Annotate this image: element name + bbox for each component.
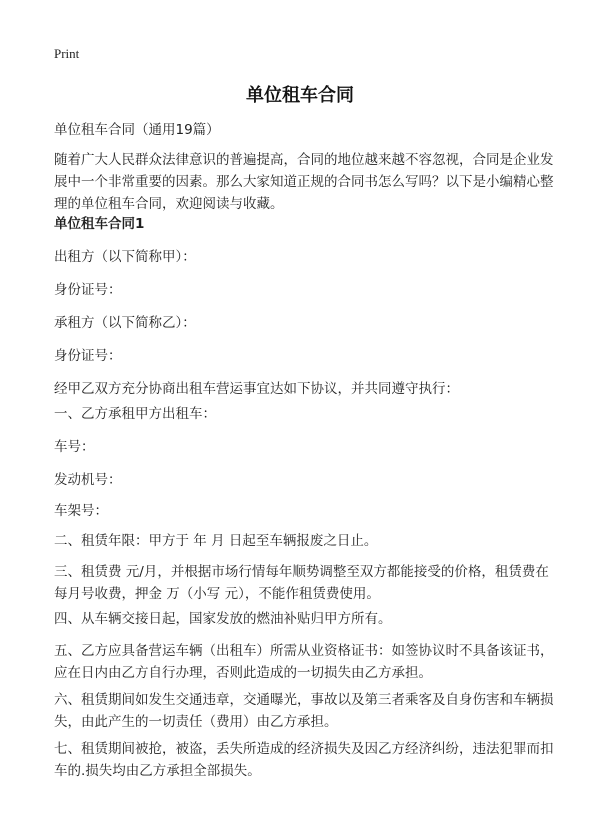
clause-1: 一、乙方承租甲方出租车： bbox=[54, 406, 216, 422]
lessor-id-line: 身份证号： bbox=[54, 282, 122, 298]
engine-number-line: 发动机号： bbox=[54, 472, 122, 488]
clause-6: 六、租赁期间如发生交通违章，交通曝光，事故以及第三者乘客及自身伤害和车辆损失，由此产生的一切责任（费用）由乙方承担。 bbox=[54, 692, 554, 730]
clause-2: 二、租赁年限：甲方于 年 月 日起至车辆报废之日止。 bbox=[54, 533, 378, 549]
clause-5: 五、乙方应具备营运车辆（出租车）所需从业资格证书：如签协议时不具备该证书，应在日内由乙方自行办理，否则此造成的一切损失由乙方承担。 bbox=[54, 643, 554, 681]
section-heading: 单位租车合同1 bbox=[54, 216, 145, 232]
lessee-line: 承租方（以下简称乙）： bbox=[54, 315, 196, 331]
intro-paragraph: 随着广大人民群众法律意识的普遍提高，合同的地位越来越不容忽视，合同是企业发展中一个非常重要的因素。那么大家知道正规的合同书怎么写吗？以下是小编精心整理的单位租车合同，欢迎阅读与收藏。 bbox=[54, 152, 554, 212]
agreement-line: 经甲乙双方充分协商出租车营运事宜达如下协议，并共同遵守执行： bbox=[54, 381, 459, 397]
clause-3: 三、租赁费 元/月，并根据市场行情每年顺势调整至双方都能接受的价格，租赁费在每月号收费，押金 万（小写 元），不能作租赁费使用。 bbox=[54, 564, 549, 602]
clause-7: 七、租赁期间被抢，被盗，丢失所造成的经济损失及因乙方经济纠纷，违法犯罪而扣车的.损失均由乙方承担全部损失。 bbox=[54, 741, 554, 779]
lessee-id-line: 身份证号： bbox=[54, 348, 122, 364]
document-title: 单位租车合同 bbox=[246, 85, 354, 106]
clause-4: 四、从车辆交接日起，国家发放的燃油补贴归甲方所有。 bbox=[54, 611, 392, 627]
print-label: Print bbox=[54, 46, 80, 61]
car-number-line: 车号： bbox=[54, 439, 95, 455]
frame-number-line: 车架号： bbox=[54, 503, 108, 519]
lessor-line: 出租方（以下简称甲）： bbox=[54, 249, 196, 265]
document-subtitle: 单位租车合同（通用19篇） bbox=[54, 122, 220, 138]
